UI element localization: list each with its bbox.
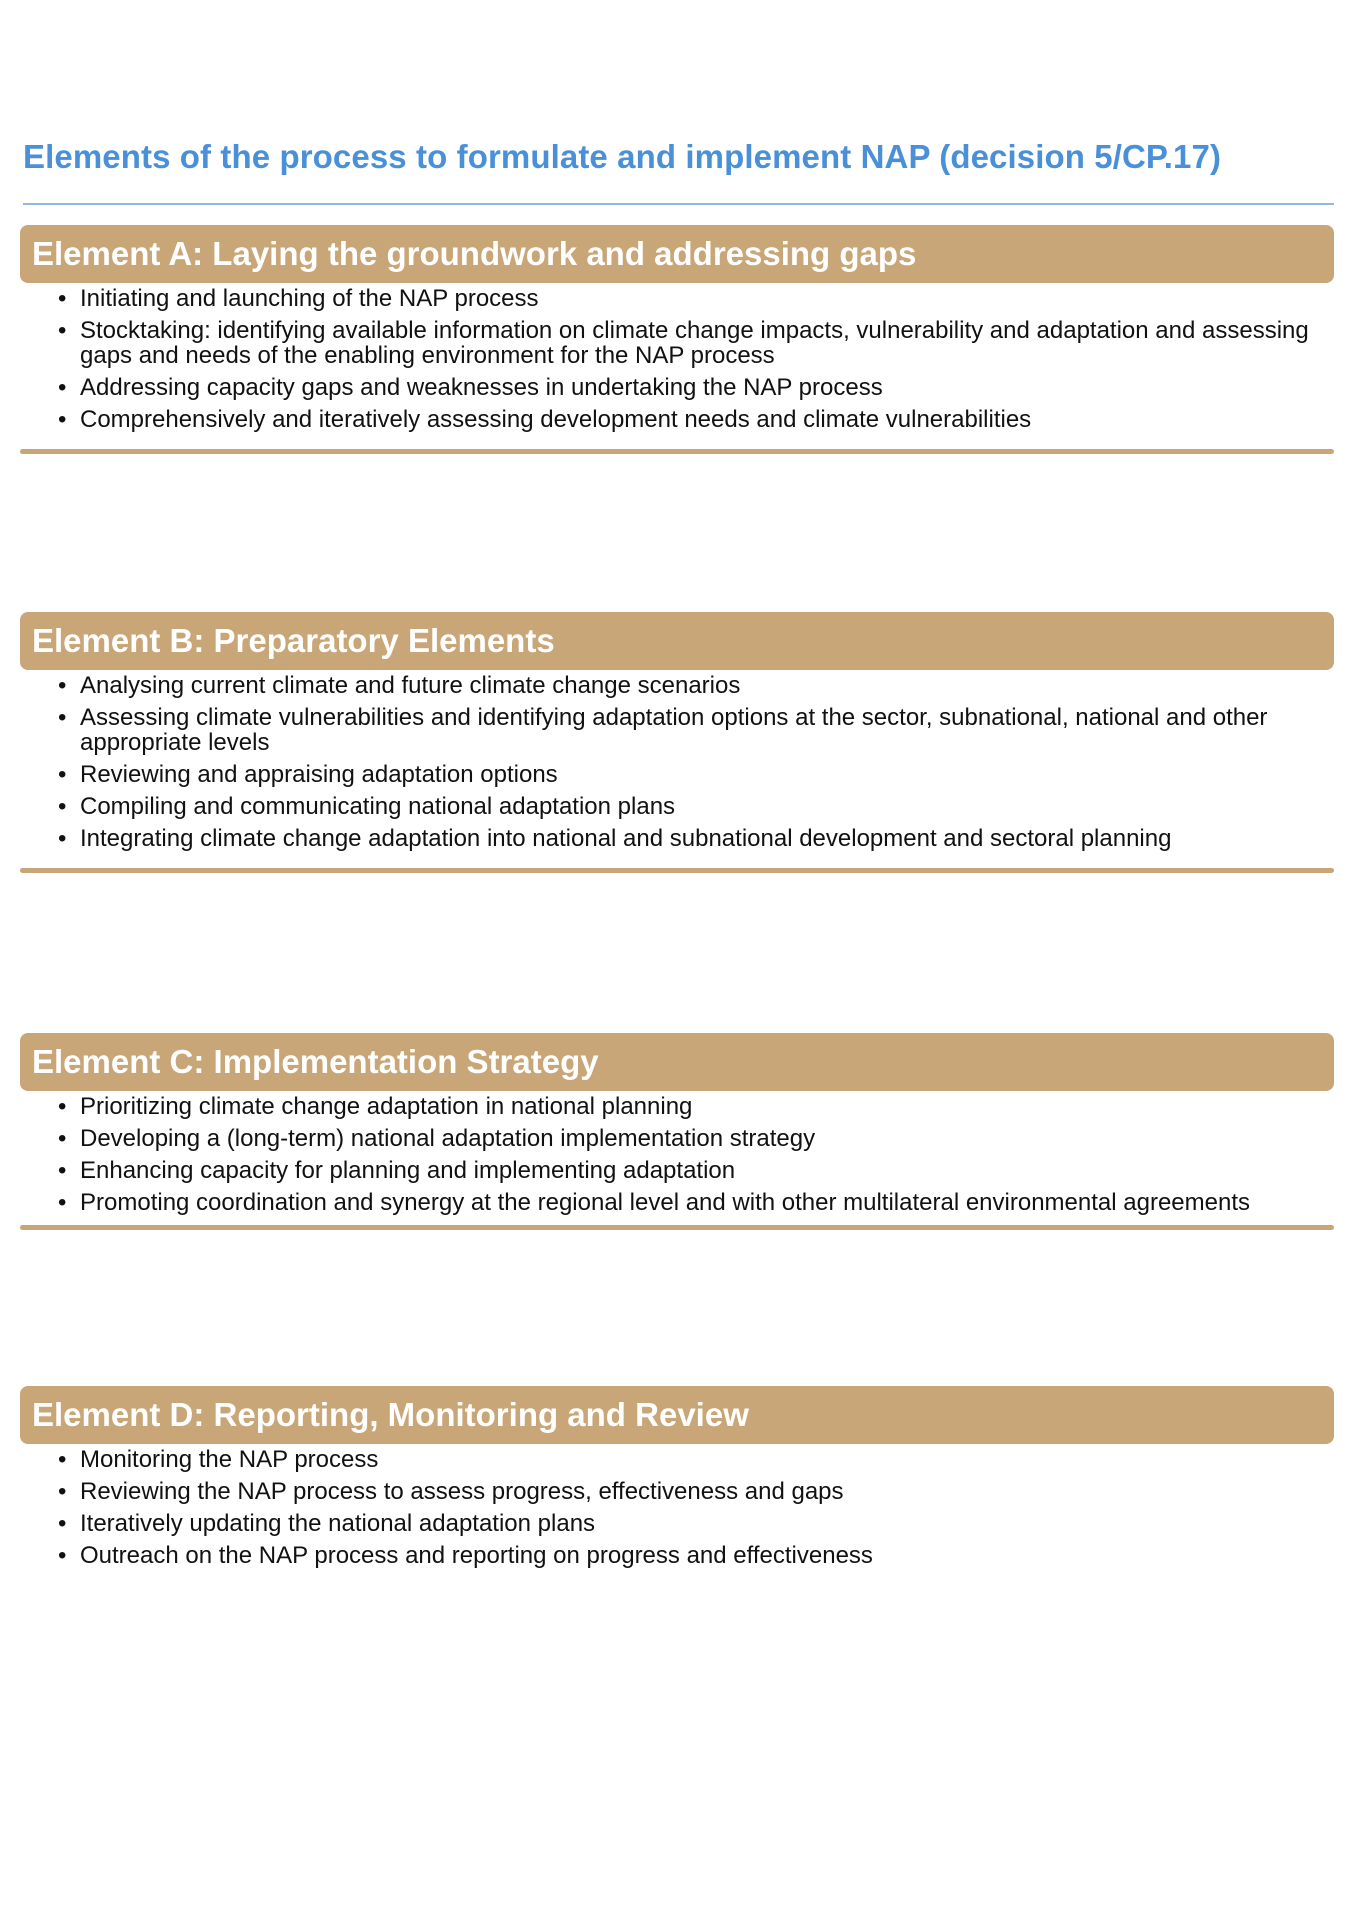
item-list xyxy=(58,286,1328,432)
item-list xyxy=(58,1447,1328,1568)
section-element-c xyxy=(20,1033,1334,1219)
list-item: • Outreach on the NAP process and reporting on progress and effectiveness xyxy=(58,1543,1328,1568)
list-item: • Compiling and communicating national adaptation plans xyxy=(58,794,1328,819)
section-heading: Element B: Preparatory Elements xyxy=(20,612,1334,670)
list-item: • Comprehensively and iteratively assessing development needs and climate vulnerabilities xyxy=(58,407,1328,432)
section-heading: Element D: Reporting, Monitoring and Review xyxy=(20,1386,1334,1444)
list-item: • Addressing capacity gaps and weaknesses in undertaking the NAP process xyxy=(58,375,1328,400)
list-item: • Developing a (long-term) national adaptation implementation strategy xyxy=(58,1126,1328,1151)
list-item: • Prioritizing climate change adaptation in national planning xyxy=(58,1094,1328,1119)
section-element-d xyxy=(20,1386,1334,1572)
list-item: • Initiating and launching of the NAP process xyxy=(58,286,1328,311)
list-item: • Assessing climate vulnerabilities and identifying adaptation options at the sector, subnational, national and other appropriate levels xyxy=(58,705,1328,755)
section-element-b xyxy=(20,612,1334,855)
page-title: Elements of the process to formulate and implement NAP (decision 5/CP.17) xyxy=(23,138,1222,175)
list-item: • Promoting coordination and synergy at the regional level and with other multilateral environmental agreements xyxy=(58,1190,1328,1215)
list-item: • Enhancing capacity for planning and implementing adaptation xyxy=(58,1158,1328,1183)
section-divider xyxy=(20,868,1334,873)
section-divider xyxy=(20,1225,1334,1230)
section-heading: Element C: Implementation Strategy xyxy=(20,1033,1334,1091)
list-item: • Monitoring the NAP process xyxy=(58,1447,1328,1472)
list-item: • Integrating climate change adaptation into national and subnational development and sectoral planning xyxy=(58,826,1328,851)
list-item: • Reviewing and appraising adaptation options xyxy=(58,762,1328,787)
list-item: • Stocktaking: identifying available information on climate change impacts, vulnerability and adaptation and assessing gaps and needs of the enabling environment for the NAP process xyxy=(58,318,1328,368)
list-item: • Iteratively updating the national adaptation plans xyxy=(58,1511,1328,1536)
item-list xyxy=(58,1094,1328,1215)
list-item: • Reviewing the NAP process to assess progress, effectiveness and gaps xyxy=(58,1479,1328,1504)
item-list xyxy=(58,673,1328,851)
section-element-a xyxy=(20,225,1334,436)
title-divider xyxy=(23,203,1334,205)
list-item: • Analysing current climate and future climate change scenarios xyxy=(58,673,1328,698)
section-heading: Element A: Laying the groundwork and addressing gaps xyxy=(20,225,1334,283)
section-divider xyxy=(20,449,1334,454)
